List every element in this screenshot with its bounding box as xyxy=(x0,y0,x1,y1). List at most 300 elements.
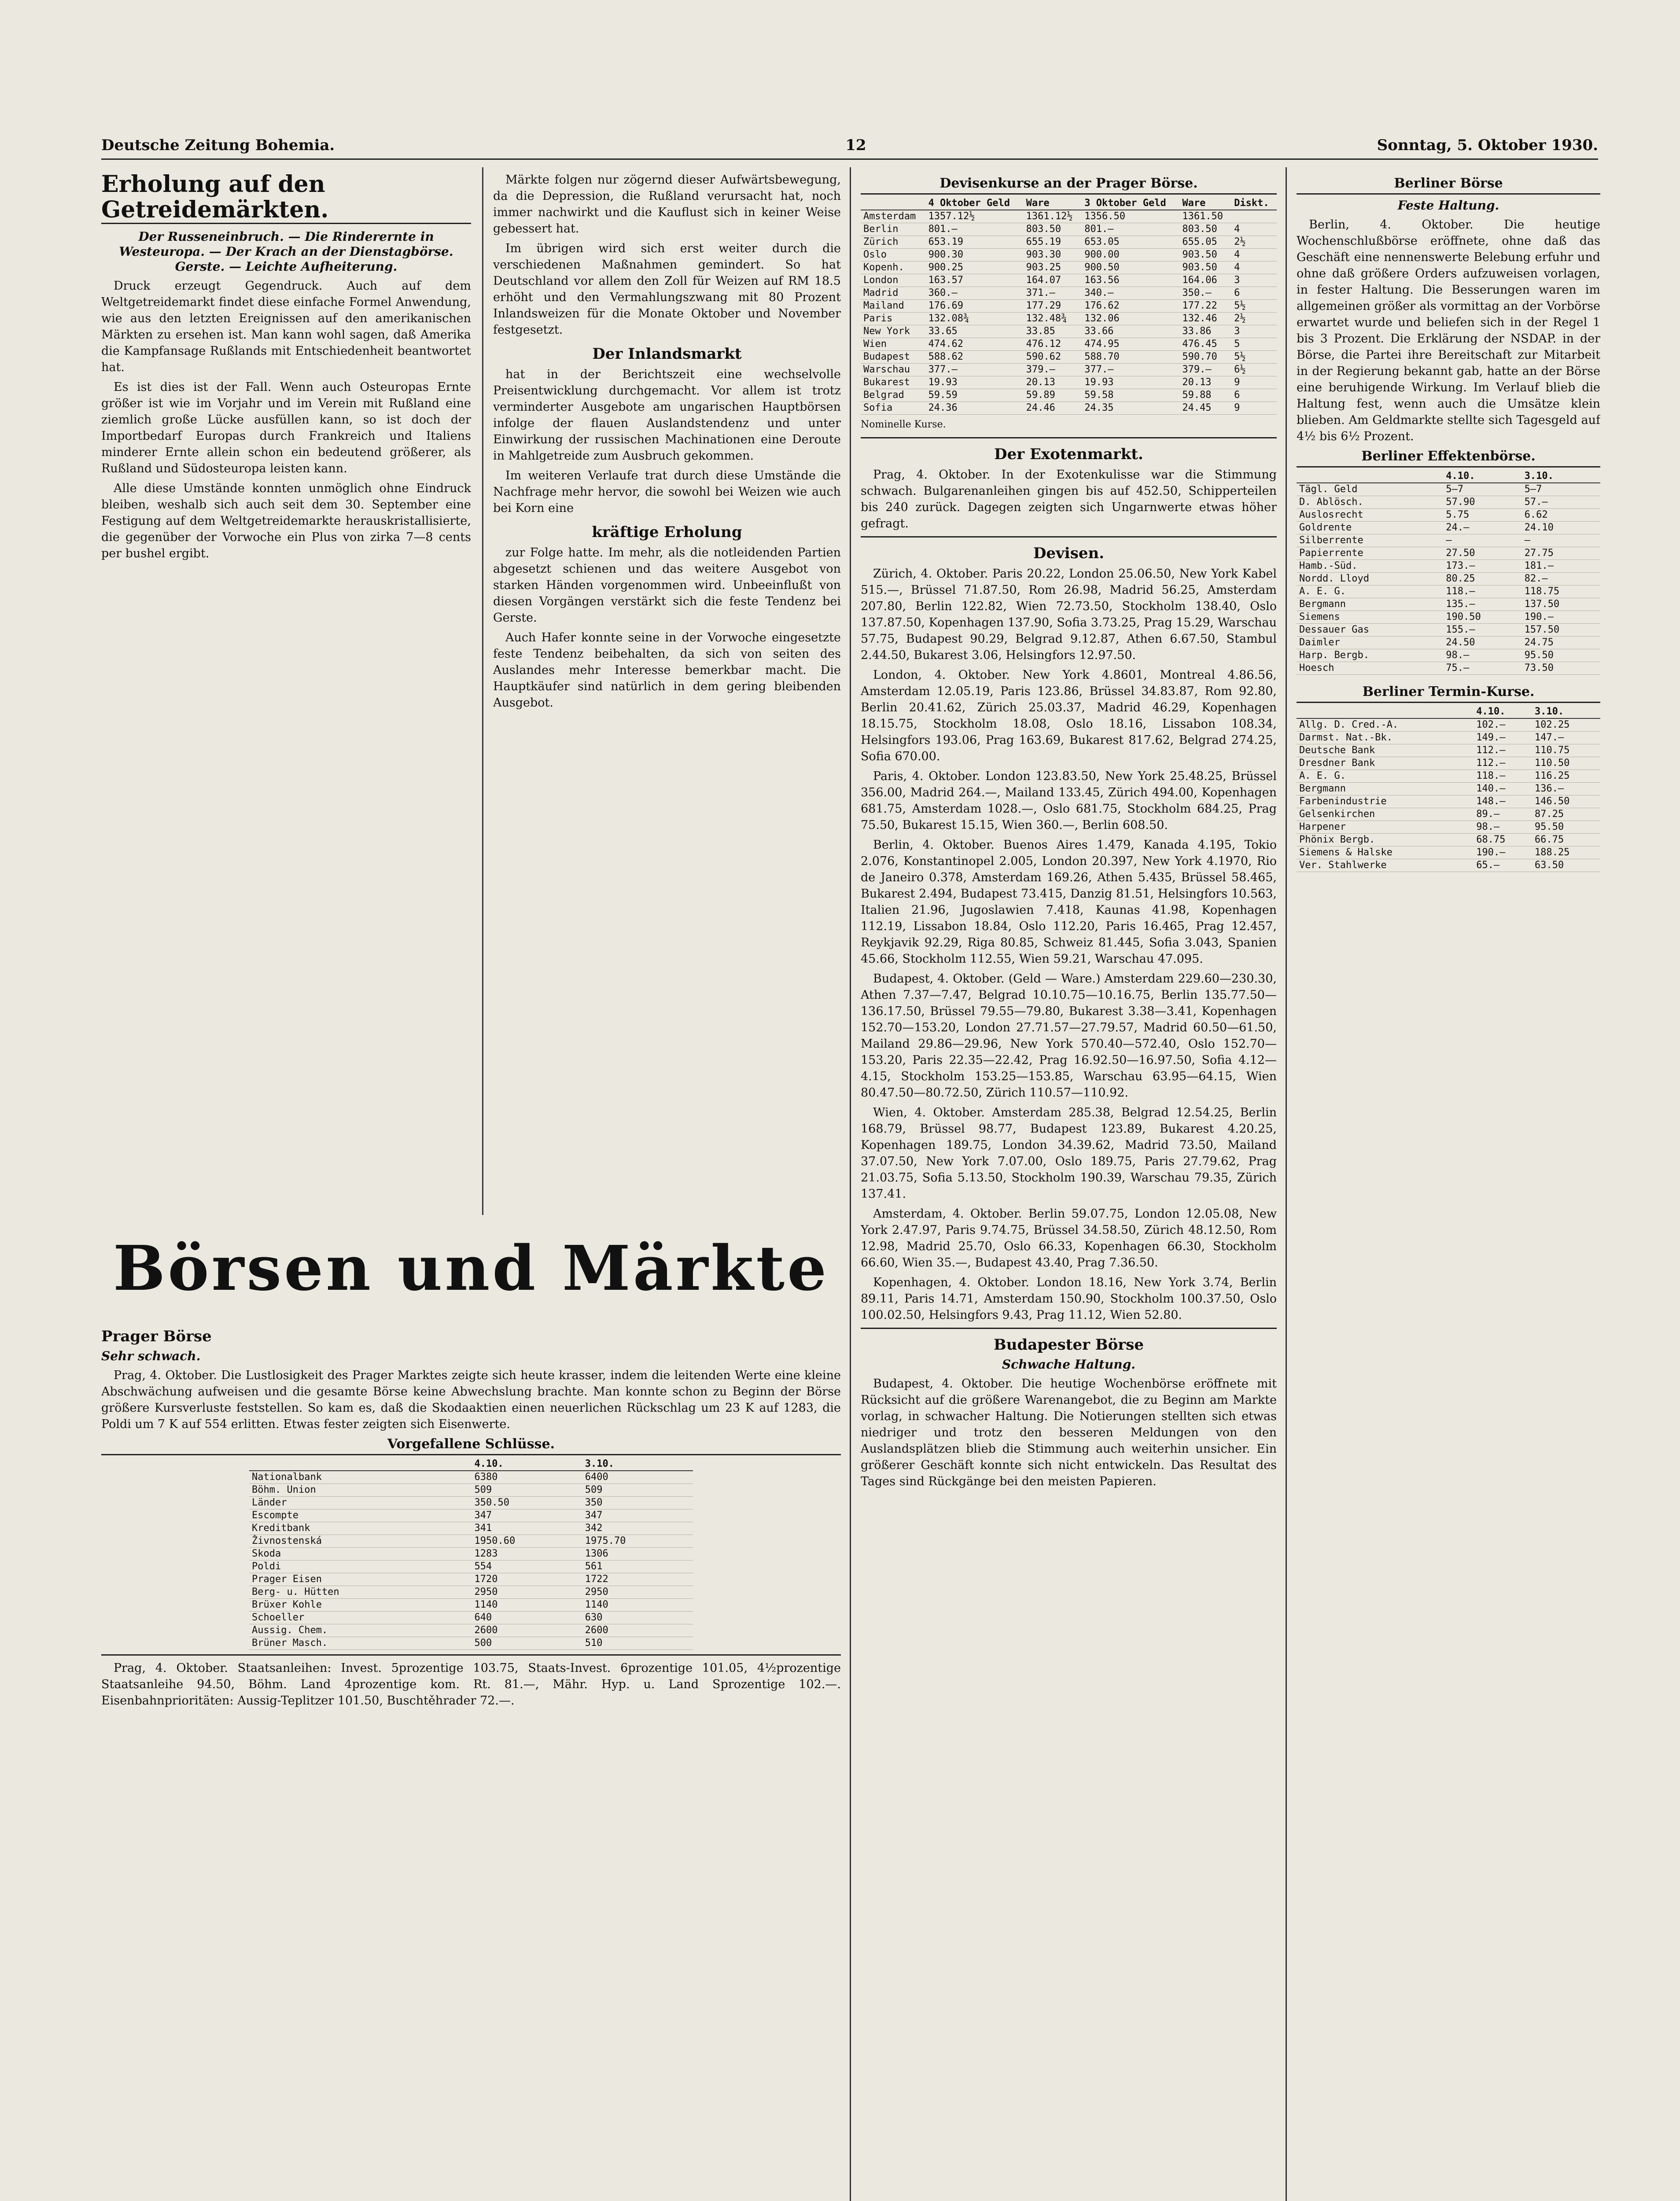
table-row xyxy=(861,376,1277,389)
table-cell: 900.30 xyxy=(926,249,1024,261)
article-paragraph: Prag, 4. Oktober. Die Lustlosigkeit des Prager Marktes zeigte sich heute krasser, indem die leitenden Werte eine kleine Abschwächung aufweisen und die gesamte Börse keine Abwechslung brachte. Man konnte schon zu Beginn der Börse größere Kursverluste feststellen. So kam es, daß die Skodaaktien einen neuerlichen Rückschlag um 23 K auf 1283, die Poldi um 7 K auf 554 erlitten. Etwas fester zeigten sich Eisenwerte. xyxy=(101,1369,841,1431)
table-cell: 371.— xyxy=(1024,287,1082,300)
table-cell: 146.50 xyxy=(1532,795,1600,808)
table-cell: Berlin xyxy=(861,223,926,236)
article-paragraph: Im weiteren Verlaufe trat durch diese Umstände die Nachfrage mehr hervor, die sowohl bei Weizen wie auch bei Korn eine xyxy=(493,469,841,515)
table-cell: 132.06 xyxy=(1082,313,1179,325)
table-row xyxy=(1297,598,1600,611)
article-paragraph: Wien, 4. Oktober. Amsterdam 285.38, Belgrad 12.54.25, Berlin 168.79, Brüssel 98.77, Budapest 123.89, Bukarest 4.20.25, Kopenhagen 189.75, London 34.39.62, Madrid 73.50, Mailand 37.07.50, New York 7.07.00, Oslo 189.75, Paris 27.79.62, Prag 21.03.75, Sofia 5.13.50, Stockholm 190.39, Warschau 79.35, Zürich 137.41. xyxy=(861,1106,1277,1201)
table-row xyxy=(861,325,1277,338)
table-cell: 801.— xyxy=(926,223,1024,236)
table-cell: Aussig. Chem. xyxy=(249,1624,472,1637)
table-cell: 24.45 xyxy=(1179,402,1231,415)
table-cell: Dresdner Bank xyxy=(1297,757,1474,770)
table-cell: 33.85 xyxy=(1024,325,1082,338)
table-cell: 350 xyxy=(582,1497,693,1509)
table-cell: 6400 xyxy=(582,1471,693,1484)
table-cell: 640 xyxy=(472,1612,582,1624)
table-cell: 1722 xyxy=(582,1573,693,1586)
table-row xyxy=(861,236,1277,249)
table-row xyxy=(1297,783,1600,795)
table-row xyxy=(249,1548,693,1561)
table-row xyxy=(1297,649,1600,662)
table-cell: 6 xyxy=(1231,287,1277,300)
table-cell: Nordd. Lloyd xyxy=(1297,573,1443,585)
section-masthead: Börsen und Märkte xyxy=(113,1233,829,1305)
table-cell: 110.75 xyxy=(1532,744,1600,757)
table-cell: London xyxy=(861,274,926,287)
table-cell: Paris xyxy=(861,313,926,325)
table-cell: 655.05 xyxy=(1179,236,1231,249)
table-cell: Brüxer Kohle xyxy=(249,1599,472,1612)
table-cell: 3 xyxy=(1231,325,1277,338)
article-title: Erholung auf den Getreidemärkten. xyxy=(101,172,471,224)
table-cell: 33.65 xyxy=(926,325,1024,338)
column-header: 4.10. xyxy=(1443,470,1522,483)
table-cell: Darmst. Nat.-Bk. xyxy=(1297,732,1474,744)
table-cell: 588.62 xyxy=(926,351,1024,364)
table-cell: 95.50 xyxy=(1522,649,1600,662)
table-cell: 2½ xyxy=(1231,236,1277,249)
article-paragraph: hat in der Berichtszeit eine wechselvolle Preisentwicklung durchgemacht. Vor allem ist trotz verminderter Ausgebote am ungarischen Hauptbörsen infolge der flauen Auslandstendenz und unter Einwirkung der russischen Machinationen eine Deroute in Mahlgetreide zum Ausbruch gekommen. xyxy=(493,368,841,463)
column-header xyxy=(1297,470,1443,483)
table-cell: 474.95 xyxy=(1082,338,1179,351)
table-cell: 509 xyxy=(472,1484,582,1497)
table-cell: 653.05 xyxy=(1082,236,1179,249)
table-row xyxy=(1297,637,1600,649)
table-row xyxy=(1297,718,1600,732)
table-cell: 6.62 xyxy=(1522,509,1600,522)
table-cell: Harp. Bergb. xyxy=(1297,649,1443,662)
table-cell: 2950 xyxy=(582,1586,693,1599)
table-row xyxy=(249,1484,693,1497)
article-paragraph: Es ist dies ist der Fall. Wenn auch Osteuropas Ernte größer ist wie im Vorjahr und im Verein mit Rußland eine ziemlich große Lücke ausfüllen kann, so ist doch der Importbedarf Europas durch Frankreich und Italiens minderer Ernte allein schon ein bedeutend größerer, als Rußland und Südosteuropa leisten kann. xyxy=(101,380,471,475)
article-getreide xyxy=(101,172,471,1219)
table-cell: Sofia xyxy=(861,402,926,415)
table-cell: 140.— xyxy=(1474,783,1532,795)
table-cell: Brüner Masch. xyxy=(249,1637,472,1650)
table-cell: 33.86 xyxy=(1179,325,1231,338)
table-cell: 4 xyxy=(1231,249,1277,261)
table-cell: 1975.70 xyxy=(582,1535,693,1548)
table-cell: 118.— xyxy=(1474,770,1532,783)
table-cell: 176.69 xyxy=(926,300,1024,313)
column-header: 3.10. xyxy=(582,1458,693,1471)
table-cell: 561 xyxy=(582,1561,693,1573)
table-cell: 588.70 xyxy=(1082,351,1179,364)
table-cell: 6½ xyxy=(1231,364,1277,376)
devisen-prag-title: Devisenkurse an der Prager Börse. xyxy=(861,175,1277,195)
table-cell: Papierrente xyxy=(1297,547,1443,560)
table-cell: Poldi xyxy=(249,1561,472,1573)
table-row xyxy=(1297,483,1600,496)
article-paragraph: zur Folge hatte. Im mehr, als die notleidenden Partien abgesetzt schienen und das weitere Ausgebot von starken Händen vorgenommen wird. Unbeeinflußt von diesen Vorgängen verstärkt sich die feste Tendenz bei Gerste. xyxy=(493,546,841,625)
table-cell: Madrid xyxy=(861,287,926,300)
table-cell: 6380 xyxy=(472,1471,582,1484)
table-cell: New York xyxy=(861,325,926,338)
table-row xyxy=(249,1599,693,1612)
divider xyxy=(861,437,1277,438)
article-paragraph: Prag, 4. Oktober. Staatsanleihen: Invest. 5prozentige 103.75, Staats-Invest. 6prozentige 101.05, 4½prozentige Staatsanleihe 94.50, Böhm. Land 4prozentige kom. Rt. 81.—, Mähr. Hyp. u. Land Sprozentige 102.—. Eisenbahnprioritäten: Aussig-Teplitzer 101.50, Buschtěhrader 72.—. xyxy=(101,1661,841,1708)
table-row xyxy=(861,249,1277,261)
table-cell: 1361.50 xyxy=(1179,210,1231,223)
page-header xyxy=(101,132,1598,160)
table-cell: 98.— xyxy=(1443,649,1522,662)
issue-date: Sonntag, 5. Oktober 1930. xyxy=(1377,136,1598,154)
table-cell: 5.75 xyxy=(1443,509,1522,522)
table-cell: 118.— xyxy=(1443,585,1522,598)
table-row xyxy=(861,402,1277,415)
table-cell: 900.25 xyxy=(926,261,1024,274)
article-paragraph: Zürich, 4. Oktober. Paris 20.22, London 25.06.50, New York Kabel 515.—, Brüssel 71.87.50, Rom 26.98, Madrid 56.25, Amsterdam 207.80, Berlin 122.82, Wien 72.73.50, Stockholm 138.40, Oslo 137.87.50, Kopenhagen 137.90, Sofia 3.73.25, Prag 15.29, Warschau 57.75, Budapest 90.29, Belgrad 9.12.87, Athen 6.67.50, Stambul 2.44.50, Bukarest 3.06, Helsingfors 12.97.50. xyxy=(861,567,1277,662)
table-cell: Harpener xyxy=(1297,821,1474,834)
table-cell: 9 xyxy=(1231,402,1277,415)
table-cell: 801.— xyxy=(1082,223,1179,236)
table-cell: Phönix Bergb. xyxy=(1297,834,1474,847)
table-cell: 19.93 xyxy=(1082,376,1179,389)
table-row xyxy=(249,1561,693,1573)
table-cell: Daimler xyxy=(1297,637,1443,649)
article-paragraph: Prag, 4. Oktober. In der Exotenkulisse war die Stimmung schwach. Bulgarenanleihen gingen bis auf 452.50, Schipperteilen bis 240 zurück. Dagegen zeigten sich Ungarnwerte etwas höher gefragt. xyxy=(861,468,1277,530)
table-cell: Allg. D. Cred.-A. xyxy=(1297,718,1474,732)
table-cell: 24.46 xyxy=(1024,402,1082,415)
table-cell: 1283 xyxy=(472,1548,582,1561)
divider xyxy=(861,1328,1277,1329)
table-cell: 2600 xyxy=(582,1624,693,1637)
table-cell: Kreditbank xyxy=(249,1522,472,1535)
table-cell: 164.06 xyxy=(1179,274,1231,287)
column-header: 3.10. xyxy=(1532,706,1600,718)
table-cell: 68.75 xyxy=(1474,834,1532,847)
table-row xyxy=(249,1522,693,1535)
table-cell: 98.— xyxy=(1474,821,1532,834)
article-paragraph: Budapest, 4. Oktober. Die heutige Wochenbörse eröffnete mit Rücksicht auf die größere Warenangebot, die zu Beginn am Markte vorlag, in schwacher Haltung. Die Notierungen stellten sich etwas niedriger und trotz den besseren Meldungen von den Auslandsplätzen blieb die Stimmung auch weiterhin unsicher. Ein größerer Geschäft konnte sich nicht entwickeln. Das Resultat des Tages sind Rückgänge bei den meisten Papieren. xyxy=(861,1377,1277,1488)
table-cell: 630 xyxy=(582,1612,693,1624)
table-cell: 177.29 xyxy=(1024,300,1082,313)
table-cell: 33.66 xyxy=(1082,325,1179,338)
table-cell: 6 xyxy=(1231,389,1277,402)
column-header: 4.10. xyxy=(472,1458,582,1471)
table-row xyxy=(249,1535,693,1548)
table-cell: Berg- u. Hütten xyxy=(249,1586,472,1599)
table-cell: 1140 xyxy=(582,1599,693,1612)
table-cell: 347 xyxy=(582,1509,693,1522)
table-cell: 59.89 xyxy=(1024,389,1082,402)
table-cell: 900.00 xyxy=(1082,249,1179,261)
table-row xyxy=(861,210,1277,223)
table-row xyxy=(1297,821,1600,834)
table-cell: 2950 xyxy=(472,1586,582,1599)
table-cell: D. Ablösch. xyxy=(1297,496,1443,509)
table-cell: 653.19 xyxy=(926,236,1024,249)
table-cell: Prager Eisen xyxy=(249,1573,472,1586)
table-cell: Gelsenkirchen xyxy=(1297,808,1474,821)
table-cell: 1361.12½ xyxy=(1024,210,1082,223)
table-cell: Deutsche Bank xyxy=(1297,744,1474,757)
table-row xyxy=(1297,509,1600,522)
table-cell: Belgrad xyxy=(861,389,926,402)
table-cell: 136.— xyxy=(1532,783,1600,795)
berliner-boerse-title: Berliner Börse xyxy=(1297,175,1600,195)
table-cell: 80.25 xyxy=(1443,573,1522,585)
table-cell: A. E. G. xyxy=(1297,585,1443,598)
table-cell: 147.— xyxy=(1532,732,1600,744)
table-cell: 900.50 xyxy=(1082,261,1179,274)
table-cell: 135.— xyxy=(1443,598,1522,611)
table-cell: 903.30 xyxy=(1024,249,1082,261)
table-row xyxy=(249,1612,693,1624)
table-cell: 188.25 xyxy=(1532,847,1600,859)
table-cell: Mailand xyxy=(861,300,926,313)
table-cell: 190.— xyxy=(1474,847,1532,859)
table-cell: Nationalbank xyxy=(249,1471,472,1484)
table-cell: 476.12 xyxy=(1024,338,1082,351)
table-row xyxy=(249,1509,693,1522)
table-row xyxy=(1297,770,1600,783)
table-cell: 176.62 xyxy=(1082,300,1179,313)
table-cell: 350.50 xyxy=(472,1497,582,1509)
table-cell: 24.36 xyxy=(926,402,1024,415)
table-cell: 190.50 xyxy=(1443,611,1522,624)
table-cell: 340.— xyxy=(1082,287,1179,300)
table-row xyxy=(861,351,1277,364)
article-paragraph: Amsterdam, 4. Oktober. Berlin 59.07.75, London 12.05.08, New York 2.47.97, Paris 9.74.75, Brüssel 34.58.50, Zürich 48.12.50, Rom 12.98, Madrid 25.70, Oslo 66.33, Kopenhagen 66.30, Stockholm 66.60, Wien 35.—, Budapest 43.40, Prag 7.36.50. xyxy=(861,1207,1277,1270)
article-paragraph: Auch Hafer konnte seine in der Vorwoche eingesetzte feste Tendenz beibehalten, da sich von seiten des Auslandes mehr Interesse bemerkbar macht. Die Hauptkäufer sind natürlich in dem gering bleibenden Ausgebot. xyxy=(493,631,841,710)
table-cell: 163.57 xyxy=(926,274,1024,287)
table-cell: 27.50 xyxy=(1443,547,1522,560)
table-cell: Auslosrecht xyxy=(1297,509,1443,522)
table-cell: Hoesch xyxy=(1297,662,1443,675)
table-cell: Warschau xyxy=(861,364,926,376)
page-number: 12 xyxy=(845,136,866,154)
prager-table xyxy=(249,1458,693,1650)
table-cell: 903.50 xyxy=(1179,249,1231,261)
table-cell: 75.— xyxy=(1443,662,1522,675)
table-cell: 73.50 xyxy=(1522,662,1600,675)
table-cell: 342 xyxy=(582,1522,693,1535)
table-row xyxy=(1297,732,1600,744)
table-cell: 63.50 xyxy=(1532,859,1600,872)
table-cell: Wien xyxy=(861,338,926,351)
table-cell: Hamb.-Süd. xyxy=(1297,560,1443,573)
table-cell: 20.13 xyxy=(1024,376,1082,389)
table-row xyxy=(249,1637,693,1650)
table-row xyxy=(249,1497,693,1509)
column-header: 3 Oktober Geld xyxy=(1082,197,1179,210)
table-cell: 4 xyxy=(1231,223,1277,236)
devisen-paragraphs xyxy=(861,566,1277,1323)
article-paragraph: Druck erzeugt Gegendruck. Auch auf dem Weltgetreidemarkt findet diese einfache Formel Anwendung, wie aus den letzten Ereignissen auf den amerikanischen Märkten zu ersehen ist. Man kann wohl sagen, daß Amerika die Kampfansage Rußlands mit Entschiedenheit beantwortet hat. xyxy=(101,279,471,374)
table-row xyxy=(861,274,1277,287)
table-row xyxy=(1297,560,1600,573)
table-cell: 66.75 xyxy=(1532,834,1600,847)
section-heading: Devisen. xyxy=(1033,545,1105,562)
table-row xyxy=(1297,611,1600,624)
table-cell: Skoda xyxy=(249,1548,472,1561)
table-cell: 2600 xyxy=(472,1624,582,1637)
table-cell: 590.70 xyxy=(1179,351,1231,364)
table-cell: 903.25 xyxy=(1024,261,1082,274)
table-cell: 5—7 xyxy=(1522,483,1600,496)
devisen-prag-rows xyxy=(861,210,1277,415)
table-row xyxy=(1297,808,1600,821)
table-cell: 655.19 xyxy=(1024,236,1082,249)
table-cell: 157.50 xyxy=(1522,624,1600,637)
table-row xyxy=(1297,496,1600,509)
table-row xyxy=(861,261,1277,274)
section-subtitle: Sehr schwach. xyxy=(101,1349,201,1363)
article-paragraph: Alle diese Umstände konnten unmöglich ohne Eindruck bleiben, weshalb sich auch seit dem 30. September eine Festigung auf dem Weltgetreidemarkte herauskristallisierte, die gegenüber der Vorwoche ein Plus von zirka 7—8 cents per bushel ergibt. xyxy=(101,482,471,560)
table-cell: Länder xyxy=(249,1497,472,1509)
table-cell: Bergmann xyxy=(1297,783,1474,795)
newspaper-name: Deutsche Zeitung Bohemia. xyxy=(101,136,335,154)
table-cell: 350.— xyxy=(1179,287,1231,300)
table-cell: 5½ xyxy=(1231,351,1277,364)
article-paragraph: Berlin, 4. Oktober. Buenos Aires 1.479, Kanada 4.195, Tokio 2.076, Konstantinopel 2.005, London 20.397, New York 4.1970, Rio de Janeiro 0.378, Amsterdam 169.26, Athen 5.435, Brüssel 58.465, Bukarest 2.494, Budapest 73.415, Danzig 81.51, Helsingfors 10.563, Italien 21.96, Jugoslawien 7.418, Kaunas 41.98, Kopenhagen 112.19, Lissabon 18.84, Oslo 112.20, Paris 16.465, Prag 12.457, Reykjavik 92.29, Riga 80.85, Schweiz 81.445, Sofia 3.043, Spanien 45.66, Stockholm 112.55, Wien 59.21, Warschau 47.095. xyxy=(861,838,1277,966)
table-cell: 1357.12½ xyxy=(926,210,1024,223)
table-cell: 1140 xyxy=(472,1599,582,1612)
column-header: 4 Oktober Geld xyxy=(926,197,1024,210)
effekten-rows xyxy=(1297,483,1600,675)
table-cell: 3 xyxy=(1231,274,1277,287)
table-row xyxy=(1297,585,1600,598)
table-cell: 110.50 xyxy=(1532,757,1600,770)
table-row xyxy=(249,1624,693,1637)
column-header xyxy=(249,1458,472,1471)
table-cell xyxy=(1231,210,1277,223)
table-cell: 59.88 xyxy=(1179,389,1231,402)
table-row xyxy=(861,389,1277,402)
table-cell: — xyxy=(1522,534,1600,547)
section-heading: Budapester Börse xyxy=(994,1336,1144,1354)
table-cell: 474.62 xyxy=(926,338,1024,351)
table-cell: 190.— xyxy=(1522,611,1600,624)
section-subtitle: Feste Haltung. xyxy=(1397,198,1499,213)
table-cell: Goldrente xyxy=(1297,522,1443,534)
table-row xyxy=(861,287,1277,300)
article-paragraph: Kopenhagen, 4. Oktober. London 18.16, New York 3.74, Berlin 89.11, Paris 14.71, Amsterdam 150.90, Stockholm 100.37.50, Oslo 100.02.50, Helsingfors 9.43, Prag 11.12, Wien 52.80. xyxy=(861,1276,1277,1322)
table-cell: Bukarest xyxy=(861,376,926,389)
table-cell: 57.90 xyxy=(1443,496,1522,509)
table-cell: Tägl. Geld xyxy=(1297,483,1443,496)
table-cell: 19.93 xyxy=(926,376,1024,389)
table-cell: — xyxy=(1443,534,1522,547)
table-cell: 87.25 xyxy=(1532,808,1600,821)
table-cell: 82.— xyxy=(1522,573,1600,585)
table-row xyxy=(1297,547,1600,560)
table-cell: Amsterdam xyxy=(861,210,926,223)
table-cell: Böhm. Union xyxy=(249,1484,472,1497)
table-cell: 27.75 xyxy=(1522,547,1600,560)
article-paragraph: Berlin, 4. Oktober. Die heutige Wochenschlußbörse eröffnete, ohne daß das Geschäft eine nennenswerte Belebung erfuhr und ohne daß größere Orders aufzuweisen vorlagen, in fester Haltung. Die Besserungen waren im allgemeinen größer als vormittag an der Vorbörse erwartet wurde und beliefen sich in der Regel 1 bis 3 Prozent. Die Erklärung der NSDAP. in der Börse, die Partei ihre Bereitschaft zur Mitarbeit in der Regierung bekannt gab, hatte an der Börse eine beruhigende Wirkung. Im Verlauf blieb die Haltung fest, wenn auch die Umsätze klein blieben. Am Geldmarkte stellte sich Tagesgeld auf 4½ bis 6½ Prozent. xyxy=(1297,218,1600,443)
table-cell: 903.50 xyxy=(1179,261,1231,274)
table-cell: 112.— xyxy=(1474,744,1532,757)
table-row xyxy=(861,364,1277,376)
table-cell: 554 xyxy=(472,1561,582,1573)
article-subtitle: Der Russeneinbruch. — Die Rinderernte in Westeuropa. — Der Krach an der Dienstagbörse. Gerste. — Leichte Aufheiterung. xyxy=(119,229,453,274)
section-subtitle: Schwache Haltung. xyxy=(1002,1357,1136,1372)
table-cell: Oslo xyxy=(861,249,926,261)
table-cell: 1356.50 xyxy=(1082,210,1179,223)
table-row xyxy=(1297,744,1600,757)
column-rule xyxy=(482,167,483,1215)
section-heading: Der Inlandsmarkt xyxy=(592,345,742,363)
divider xyxy=(861,536,1277,537)
table-cell: 57.— xyxy=(1522,496,1600,509)
table-cell: 148.— xyxy=(1474,795,1532,808)
table-row xyxy=(1297,859,1600,872)
table-cell: 24.— xyxy=(1443,522,1522,534)
termin-title: Berliner Termin-Kurse. xyxy=(1297,684,1600,703)
table-cell: 5 xyxy=(1231,338,1277,351)
column-rule xyxy=(850,167,851,2201)
devisen-column xyxy=(861,172,1277,2201)
table-cell: 379.— xyxy=(1179,364,1231,376)
table-row xyxy=(861,313,1277,325)
prager-boerse-section xyxy=(101,1321,841,2201)
table-row xyxy=(1297,662,1600,675)
table-cell: 1306 xyxy=(582,1548,693,1561)
table-row xyxy=(1297,573,1600,585)
table-cell: Ver. Stahlwerke xyxy=(1297,859,1474,872)
table-cell: Budapest xyxy=(861,351,926,364)
devisen-prag-table xyxy=(861,197,1277,415)
table-cell: 509 xyxy=(582,1484,693,1497)
table-cell: 116.25 xyxy=(1532,770,1600,783)
table-cell: 163.56 xyxy=(1082,274,1179,287)
article-paragraph: Märkte folgen nur zögernd dieser Aufwärtsbewegung, da die Depression, die Rußland verursacht hat, noch immer nachwirkt und die Kauflust sich in keiner Weise gebessert hat. xyxy=(493,173,841,236)
table-cell: 1720 xyxy=(472,1573,582,1586)
table-cell: 377.— xyxy=(926,364,1024,376)
table-cell: 155.— xyxy=(1443,624,1522,637)
table-cell: 9 xyxy=(1231,376,1277,389)
section-heading: kräftige Erholung xyxy=(592,523,742,541)
table-cell: 2½ xyxy=(1231,313,1277,325)
table-row xyxy=(861,300,1277,313)
table-cell: A. E. G. xyxy=(1297,770,1474,783)
column-header: 3.10. xyxy=(1522,470,1600,483)
table-cell: 1950.60 xyxy=(472,1535,582,1548)
table-cell: 164.07 xyxy=(1024,274,1082,287)
table-cell: 590.62 xyxy=(1024,351,1082,364)
table-cell: 95.50 xyxy=(1532,821,1600,834)
table-cell: 360.— xyxy=(926,287,1024,300)
article-paragraph: Paris, 4. Oktober. London 123.83.50, New York 25.48.25, Brüssel 356.00, Madrid 264.—, Mailand 133.45, Zürich 494.00, Kopenhagen 681.75, Amsterdam 1028.—, Oslo 681.75, Stockholm 684.25, Prag 75.50, Bukarest 15.15, Wien 360.—, Berlin 608.50. xyxy=(861,769,1277,832)
table-cell: 132.46 xyxy=(1179,313,1231,325)
column-header xyxy=(861,197,926,210)
section-heading: Der Exotenmarkt. xyxy=(994,445,1143,463)
table-row xyxy=(1297,624,1600,637)
effekten-title: Berliner Effektenbörse. xyxy=(1297,448,1600,467)
table-cell: 803.50 xyxy=(1179,223,1231,236)
table-cell: 102.25 xyxy=(1532,718,1600,732)
table-cell: 24.75 xyxy=(1522,637,1600,649)
table-cell: 112.— xyxy=(1474,757,1532,770)
column-header: Ware xyxy=(1179,197,1231,210)
column-rule xyxy=(1286,167,1287,2201)
article-paragraph: Budapest, 4. Oktober. (Geld — Ware.) Amsterdam 229.60—230.30, Athen 7.37—7.47, Belgrad 10.10.75—10.16.75, Berlin 135.77.50—136.17.50, Brüssel 79.55—79.80, Bukarest 3.38—3.41, Kopenhagen 152.70—153.20, London 27.71.57—27.79.57, Madrid 60.50—61.50, Mailand 29.86—29.96, New York 570.40—572.40, Oslo 152.70—153.20, Paris 22.35—22.42, Prag 16.92.50—16.97.50, Sofia 4.12—4.15, Stockholm 153.25—153.85, Warschau 63.95—64.15, Wien 80.47.50—80.72.50, Zürich 110.57—110.92. xyxy=(861,972,1277,1100)
table-cell: 173.— xyxy=(1443,560,1522,573)
table-cell: Silberrente xyxy=(1297,534,1443,547)
table-cell: Dessauer Gas xyxy=(1297,624,1443,637)
table-cell: Farbenindustrie xyxy=(1297,795,1474,808)
table-cell: 5½ xyxy=(1231,300,1277,313)
table-row xyxy=(1297,795,1600,808)
table-row xyxy=(1297,757,1600,770)
table-cell: 59.59 xyxy=(926,389,1024,402)
termin-rows xyxy=(1297,718,1600,872)
table-cell: 118.75 xyxy=(1522,585,1600,598)
